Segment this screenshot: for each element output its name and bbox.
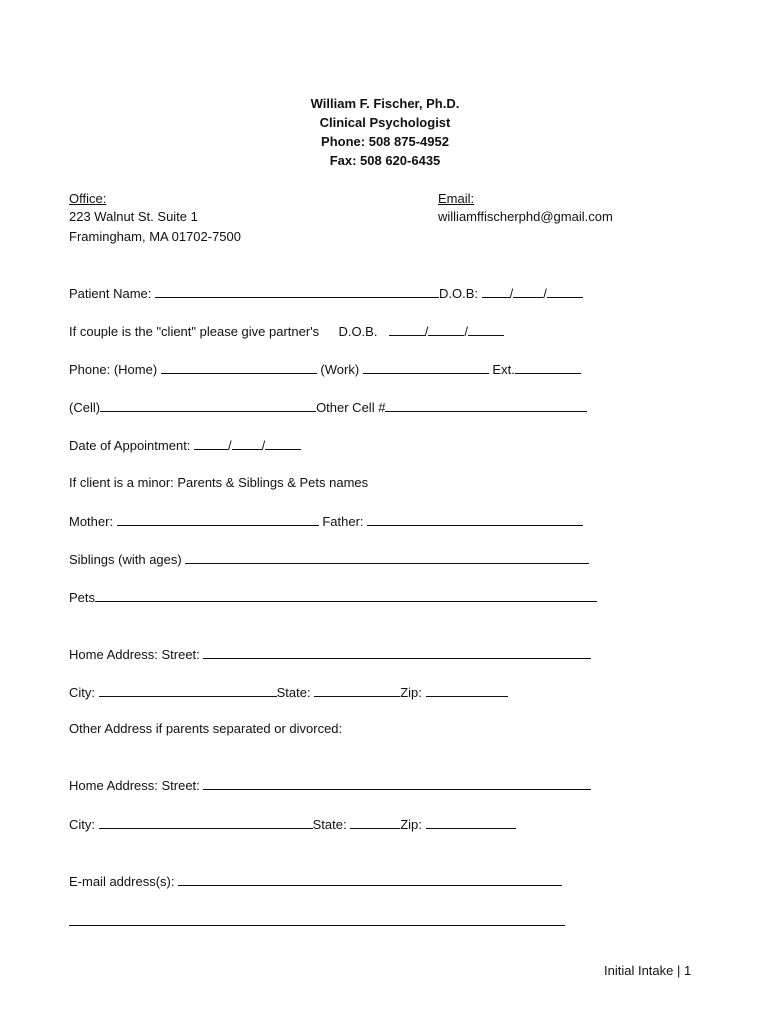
other-cell-label: Other Cell #	[316, 400, 386, 415]
email-addresses-field[interactable]	[178, 873, 562, 886]
email-label: Email:	[438, 191, 475, 206]
phone-row	[69, 361, 581, 378]
partner-dob-month-field[interactable]	[389, 323, 425, 336]
zip-label: Zip:	[400, 685, 422, 700]
father-label: Father:	[322, 514, 364, 529]
siblings-row	[69, 551, 589, 568]
appointment-row	[69, 437, 301, 454]
appointment-year-field[interactable]	[265, 437, 301, 450]
phone-home-field[interactable]	[161, 361, 317, 374]
email-addresses-label: E-mail address(s):	[69, 874, 175, 889]
email-addresses-extra-field[interactable]	[69, 925, 565, 926]
cell-field[interactable]	[100, 399, 316, 412]
state2-label: State:	[312, 817, 347, 832]
partner-dob-slash: /	[424, 324, 429, 339]
home-address-row	[69, 646, 591, 663]
phone-ext-label: Ext.	[492, 362, 515, 377]
city-field[interactable]	[99, 684, 277, 697]
partner-dob-label: D.O.B.	[338, 324, 378, 339]
father-field[interactable]	[367, 513, 583, 526]
page-footer: Initial Intake | 1	[604, 963, 692, 978]
dob-day-field[interactable]	[513, 285, 543, 298]
appointment-label: Date of Appointment:	[69, 438, 191, 453]
pets-field[interactable]	[95, 589, 597, 602]
partner-dob-slash: /	[464, 324, 468, 339]
patient-name-row	[69, 285, 583, 302]
city2-label: City:	[69, 817, 95, 832]
state-field[interactable]	[314, 684, 400, 697]
patient-name-label: Patient Name:	[69, 286, 152, 301]
couple-row	[69, 323, 504, 340]
zip2-field[interactable]	[426, 816, 516, 829]
appointment-day-field[interactable]	[232, 437, 262, 450]
dob-month-field[interactable]	[482, 285, 510, 298]
phone-ext-field[interactable]	[515, 361, 581, 374]
home-address2-row	[69, 777, 591, 794]
appointment-slash: /	[261, 438, 266, 453]
state2-field[interactable]	[350, 816, 400, 829]
home-address-label: Home Address: Street:	[69, 647, 200, 662]
email-value: williamffischerphd@gmail.com	[438, 209, 613, 224]
cell-row	[69, 399, 587, 416]
header-phone: Phone: 508 875-4952	[321, 134, 449, 149]
dob-slash: /	[509, 286, 514, 301]
appointment-month-field[interactable]	[194, 437, 228, 450]
email-addresses-row	[69, 873, 562, 890]
siblings-field[interactable]	[185, 551, 589, 564]
city2-field[interactable]	[99, 816, 313, 829]
couple-label: If couple is the "client" please give partner's	[69, 324, 320, 339]
dob-label: D.O.B:	[439, 286, 479, 301]
city-label: City:	[69, 685, 95, 700]
other-cell-field[interactable]	[385, 399, 587, 412]
mother-label: Mother:	[69, 514, 114, 529]
home-address-field[interactable]	[203, 646, 591, 659]
zip2-label: Zip:	[400, 817, 422, 832]
home-address2-label: Home Address: Street:	[69, 778, 200, 793]
office-address-line1: 223 Walnut St. Suite 1	[69, 209, 198, 224]
minor-text: If client is a minor: Parents & Siblings & Pets names	[69, 475, 369, 490]
siblings-label: Siblings (with ages)	[69, 552, 182, 567]
phone-work-field[interactable]	[363, 361, 489, 374]
header-title: Clinical Psychologist	[319, 115, 451, 130]
header-name: William F. Fischer, Ph.D.	[310, 96, 460, 111]
appointment-slash: /	[228, 438, 232, 453]
partner-dob-day-field[interactable]	[428, 323, 464, 336]
phone-home-label: Phone: (Home)	[69, 362, 158, 377]
header-fax: Fax: 508 620-6435	[329, 153, 441, 168]
dob-slash: /	[543, 286, 547, 301]
city2-row	[69, 816, 516, 833]
other-address-text: Other Address if parents separated or divorced:	[69, 721, 343, 736]
cell-label: (Cell)	[69, 400, 101, 415]
home-address2-field[interactable]	[203, 777, 591, 790]
parents-row	[69, 513, 583, 530]
pets-label: Pets	[69, 590, 96, 605]
mother-field[interactable]	[117, 513, 319, 526]
office-label: Office:	[69, 191, 107, 206]
phone-work-label: (Work)	[320, 362, 360, 377]
office-address-line2: Framingham, MA 01702-7500	[69, 229, 241, 244]
zip-field[interactable]	[426, 684, 508, 697]
pets-row	[69, 589, 597, 606]
city-row	[69, 684, 508, 701]
state-label: State:	[276, 685, 311, 700]
patient-name-field[interactable]	[155, 285, 439, 298]
dob-year-field[interactable]	[547, 285, 583, 298]
partner-dob-year-field[interactable]	[468, 323, 504, 336]
